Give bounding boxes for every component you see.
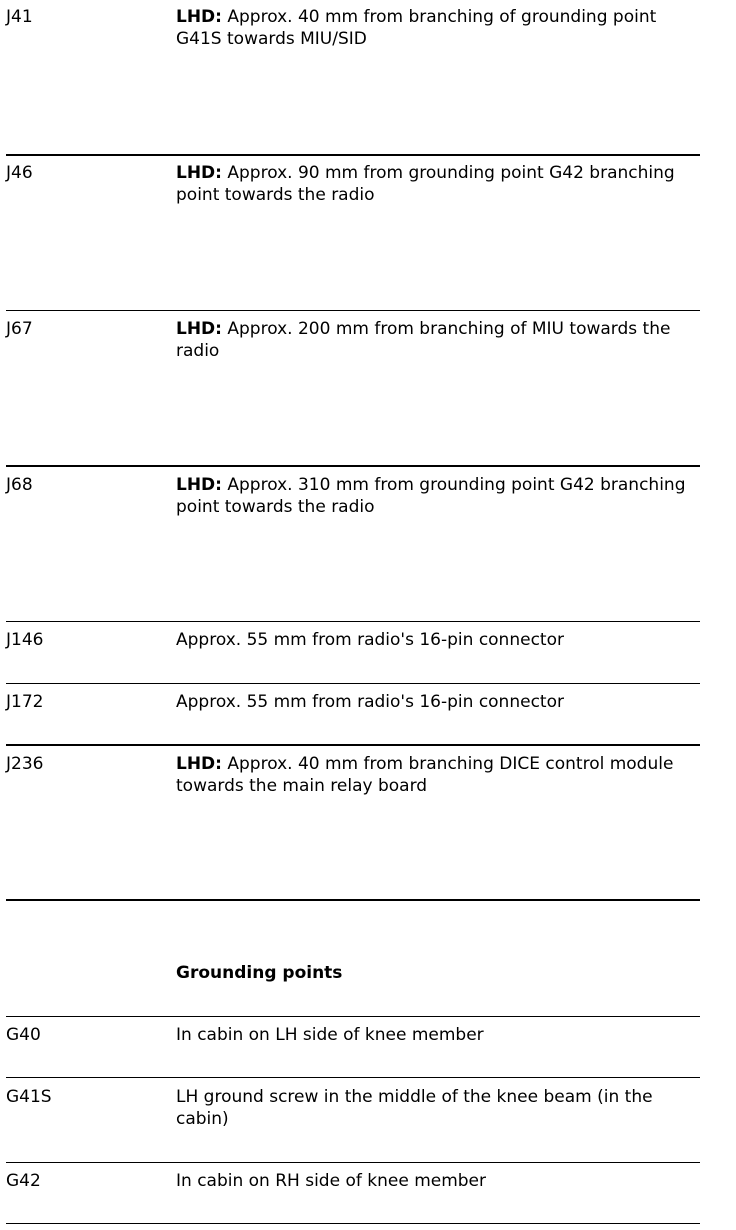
splice-code: J236	[6, 754, 44, 774]
splice-location	[176, 753, 700, 797]
row-divider	[6, 621, 700, 622]
splice-location-text: Approx. 40 mm from branching DICE control module towards the main relay board	[176, 754, 674, 796]
row-divider	[6, 1077, 700, 1078]
splice-code: J172	[6, 692, 44, 712]
row-divider	[6, 465, 700, 467]
splice-location	[176, 318, 700, 362]
splice-location	[176, 474, 700, 518]
row-divider	[6, 310, 700, 311]
grounding-code: G41S	[6, 1087, 52, 1107]
splice-code: J41	[6, 7, 33, 27]
splice-location-text: Approx. 200 mm from branching of MIU towards the radio	[176, 319, 671, 361]
lhd-label: LHD:	[176, 475, 222, 495]
row-divider	[6, 899, 700, 901]
lhd-label: LHD:	[176, 163, 222, 183]
splice-location	[176, 162, 700, 206]
splice-location-text: Approx. 90 mm from grounding point G42 branching point towards the radio	[176, 163, 675, 205]
grounding-location: In cabin on LH side of knee member	[176, 1025, 484, 1045]
row-divider	[6, 1223, 700, 1224]
row-divider	[6, 1162, 700, 1163]
section-heading: Grounding points	[176, 963, 343, 983]
row-divider	[6, 1016, 700, 1017]
splice-code: J67	[6, 319, 33, 339]
splice-location-text: Approx. 55 mm from radio's 16-pin connector	[176, 692, 564, 712]
grounding-location: LH ground screw in the middle of the knee beam (in the cabin)	[176, 1087, 653, 1129]
lhd-label: LHD:	[176, 7, 222, 27]
lhd-label: LHD:	[176, 319, 222, 339]
splice-location-text: Approx. 55 mm from radio's 16-pin connector	[176, 630, 564, 650]
row-divider	[6, 744, 700, 746]
splice-location-text: Approx. 310 mm from grounding point G42 branching point towards the radio	[176, 475, 686, 517]
splice-code: J68	[6, 475, 33, 495]
splice-location-text: Approx. 40 mm from branching of grounding point G41S towards MIU/SID	[176, 7, 657, 49]
grounding-code: G40	[6, 1025, 41, 1045]
lhd-label: LHD:	[176, 754, 222, 774]
row-divider	[6, 683, 700, 684]
splice-code: J46	[6, 163, 33, 183]
grounding-location: In cabin on RH side of knee member	[176, 1171, 487, 1191]
row-divider	[6, 154, 700, 156]
grounding-code: G42	[6, 1171, 41, 1191]
splice-code: J146	[6, 630, 44, 650]
splice-location	[176, 6, 700, 50]
